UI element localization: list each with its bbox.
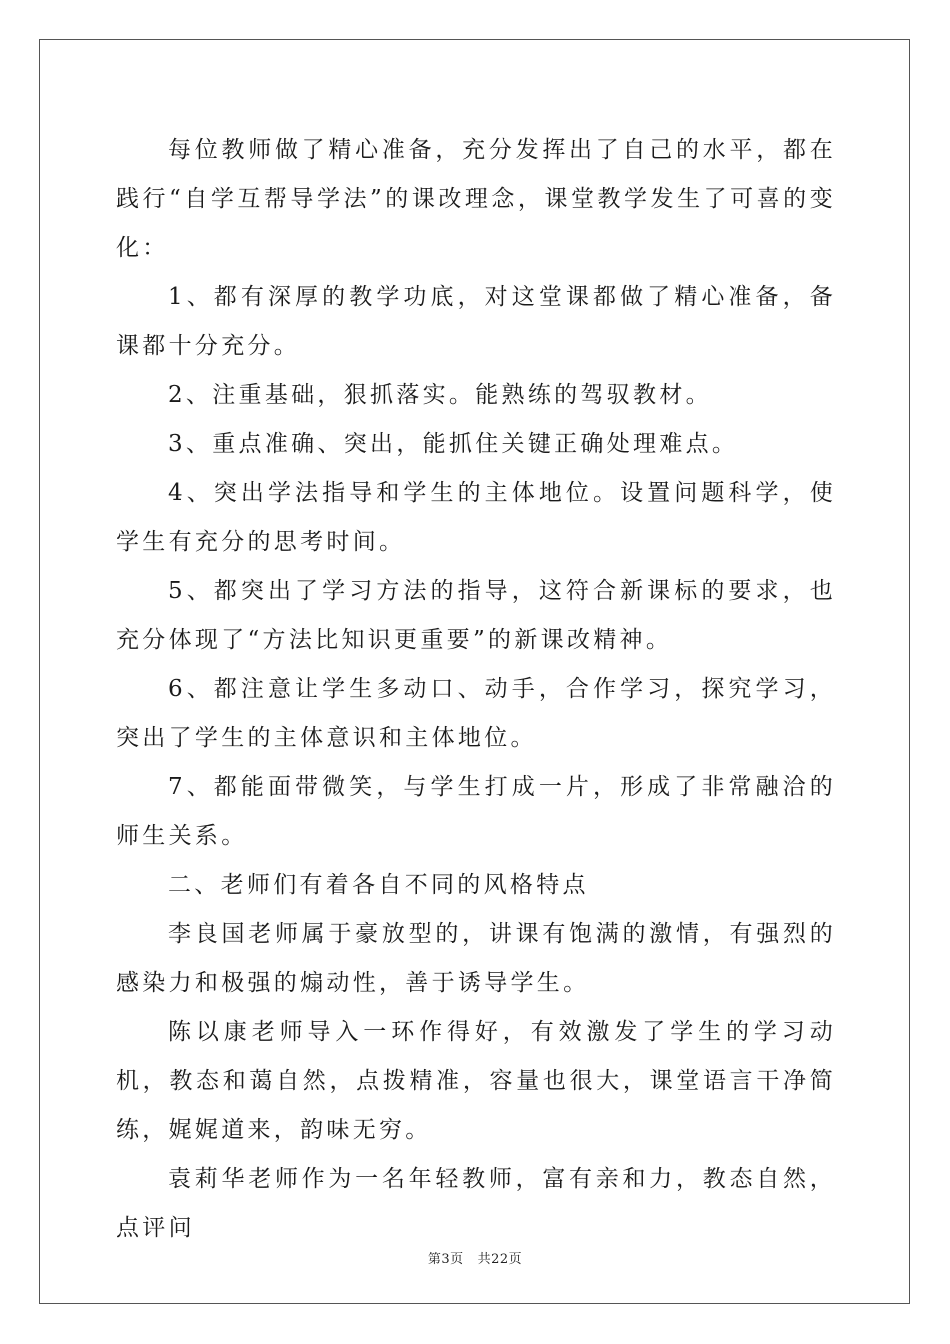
paragraph: 袁莉华老师作为一名年轻教师，富有亲和力，教态自然，点评问 <box>116 1166 836 1241</box>
paragraph: 陈以康老师导入一环作得好，有效激发了学生的学习动机，教态和蔼自然，点拨精准，容量也很大，课堂语言干净简练，娓娓道来，韵味无穷。 <box>116 1019 836 1143</box>
total-pages: 共22页 <box>477 1252 523 1267</box>
paragraph: 6、都注意让学生多动口、动手，合作学习，探究学习，突出了学生的主体意识和主体地位。 <box>116 676 836 751</box>
paragraph: 5、都突出了学习方法的指导，这符合新课标的要求，也充分体现了“方法比知识更重要”的新课改精神。 <box>116 578 836 653</box>
paragraph: 7、都能面带微笑，与学生打成一片，形成了非常融洽的师生关系。 <box>116 774 836 849</box>
paragraph: 2、注重基础，狠抓落实。能熟练的驾驭教材。 <box>168 382 712 408</box>
page-number: 第3页 <box>427 1252 464 1267</box>
paragraph: 每位教师做了精心准备，充分发挥出了自己的水平，都在践行“自学互帮导学法”的课改理念，课堂教学发生了可喜的变化： <box>116 137 836 261</box>
document-body <box>116 126 836 1253</box>
paragraph: 1、都有深厚的教学功底，对这堂课都做了精心准备，备课都十分充分。 <box>116 284 836 359</box>
paragraph: 4、突出学法指导和学生的主体地位。设置问题科学，使学生有充分的思考时间。 <box>116 480 836 555</box>
paragraph: 3、重点准确、突出，能抓住关键正确处理难点。 <box>168 431 739 457</box>
page-footer <box>0 1248 950 1267</box>
paragraph: 李良国老师属于豪放型的，讲课有饱满的激情，有强烈的感染力和极强的煽动性，善于诱导学生。 <box>116 921 836 996</box>
section-heading: 二、老师们有着各自不同的风格特点 <box>168 872 589 898</box>
